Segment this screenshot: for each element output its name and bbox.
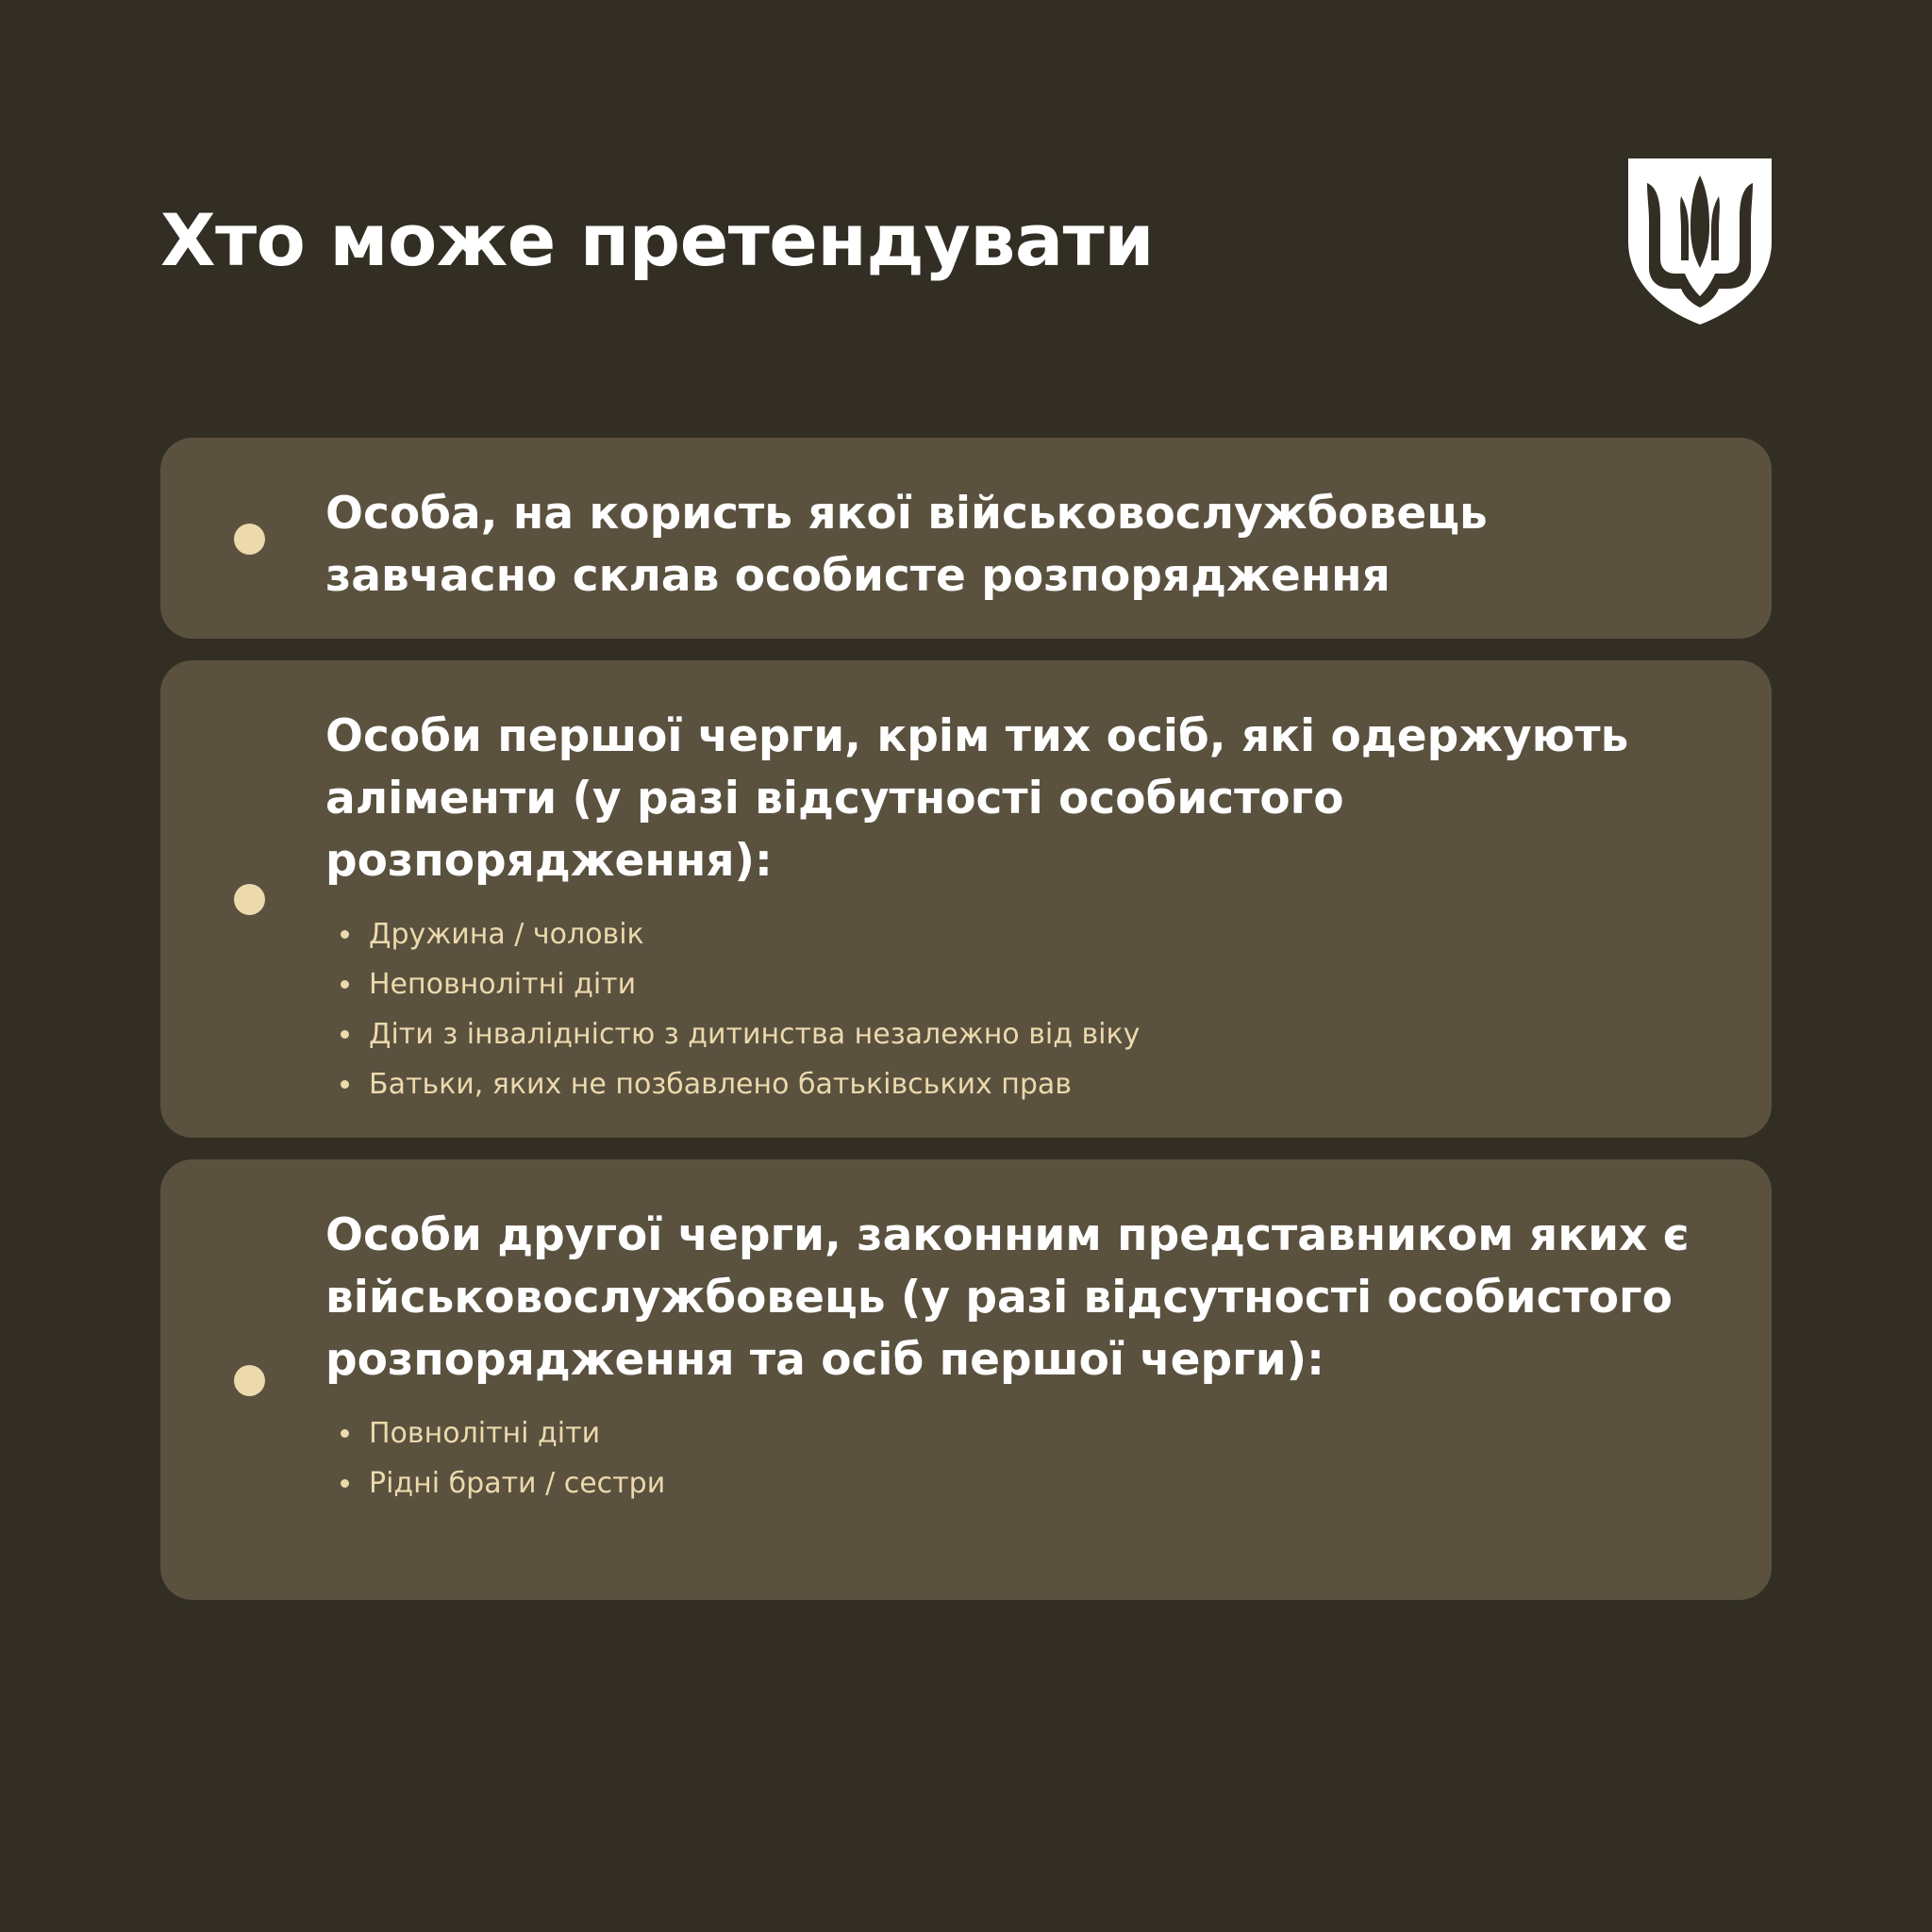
card-body: [325, 706, 1706, 1109]
sub-list: [325, 1408, 1706, 1508]
card-first-priority: [160, 660, 1772, 1138]
list-item: Повнолітні діти: [325, 1408, 1706, 1458]
trident-shield-icon: [1628, 158, 1772, 325]
card-heading: Особи першої черги, крім тих осіб, які одержують аліменти (у разі відсутності особистого розпорядження):: [325, 710, 1629, 887]
bullet-dot-icon: [234, 884, 265, 915]
list-item: Неповнолітні діти: [325, 959, 1706, 1009]
list-item: Батьки, яких не позбавлено батьківських прав: [325, 1059, 1706, 1109]
bullet-dot-icon: [234, 524, 265, 555]
list-item: Діти з інвалідністю з дитинства незалежно від віку: [325, 1009, 1706, 1059]
card-body: [325, 1205, 1706, 1508]
sub-list: [325, 909, 1706, 1109]
bullet-dot-icon: [234, 1365, 265, 1396]
card-personal-order: [160, 438, 1772, 639]
card-body: [325, 483, 1706, 608]
list-item: Дружина / чоловік: [325, 909, 1706, 959]
card-second-priority: [160, 1159, 1772, 1600]
list-item: Рідні брати / сестри: [325, 1458, 1706, 1508]
page-title: Хто може претендувати: [160, 198, 1154, 282]
card-heading: Особи другої черги, законним представником яких є військовослужбовець (у разі відсутності особистого розпорядження та осіб першої черги):: [325, 1209, 1690, 1386]
card-heading: Особа, на користь якої військовослужбовець завчасно склав особисте розпорядження: [325, 488, 1488, 602]
